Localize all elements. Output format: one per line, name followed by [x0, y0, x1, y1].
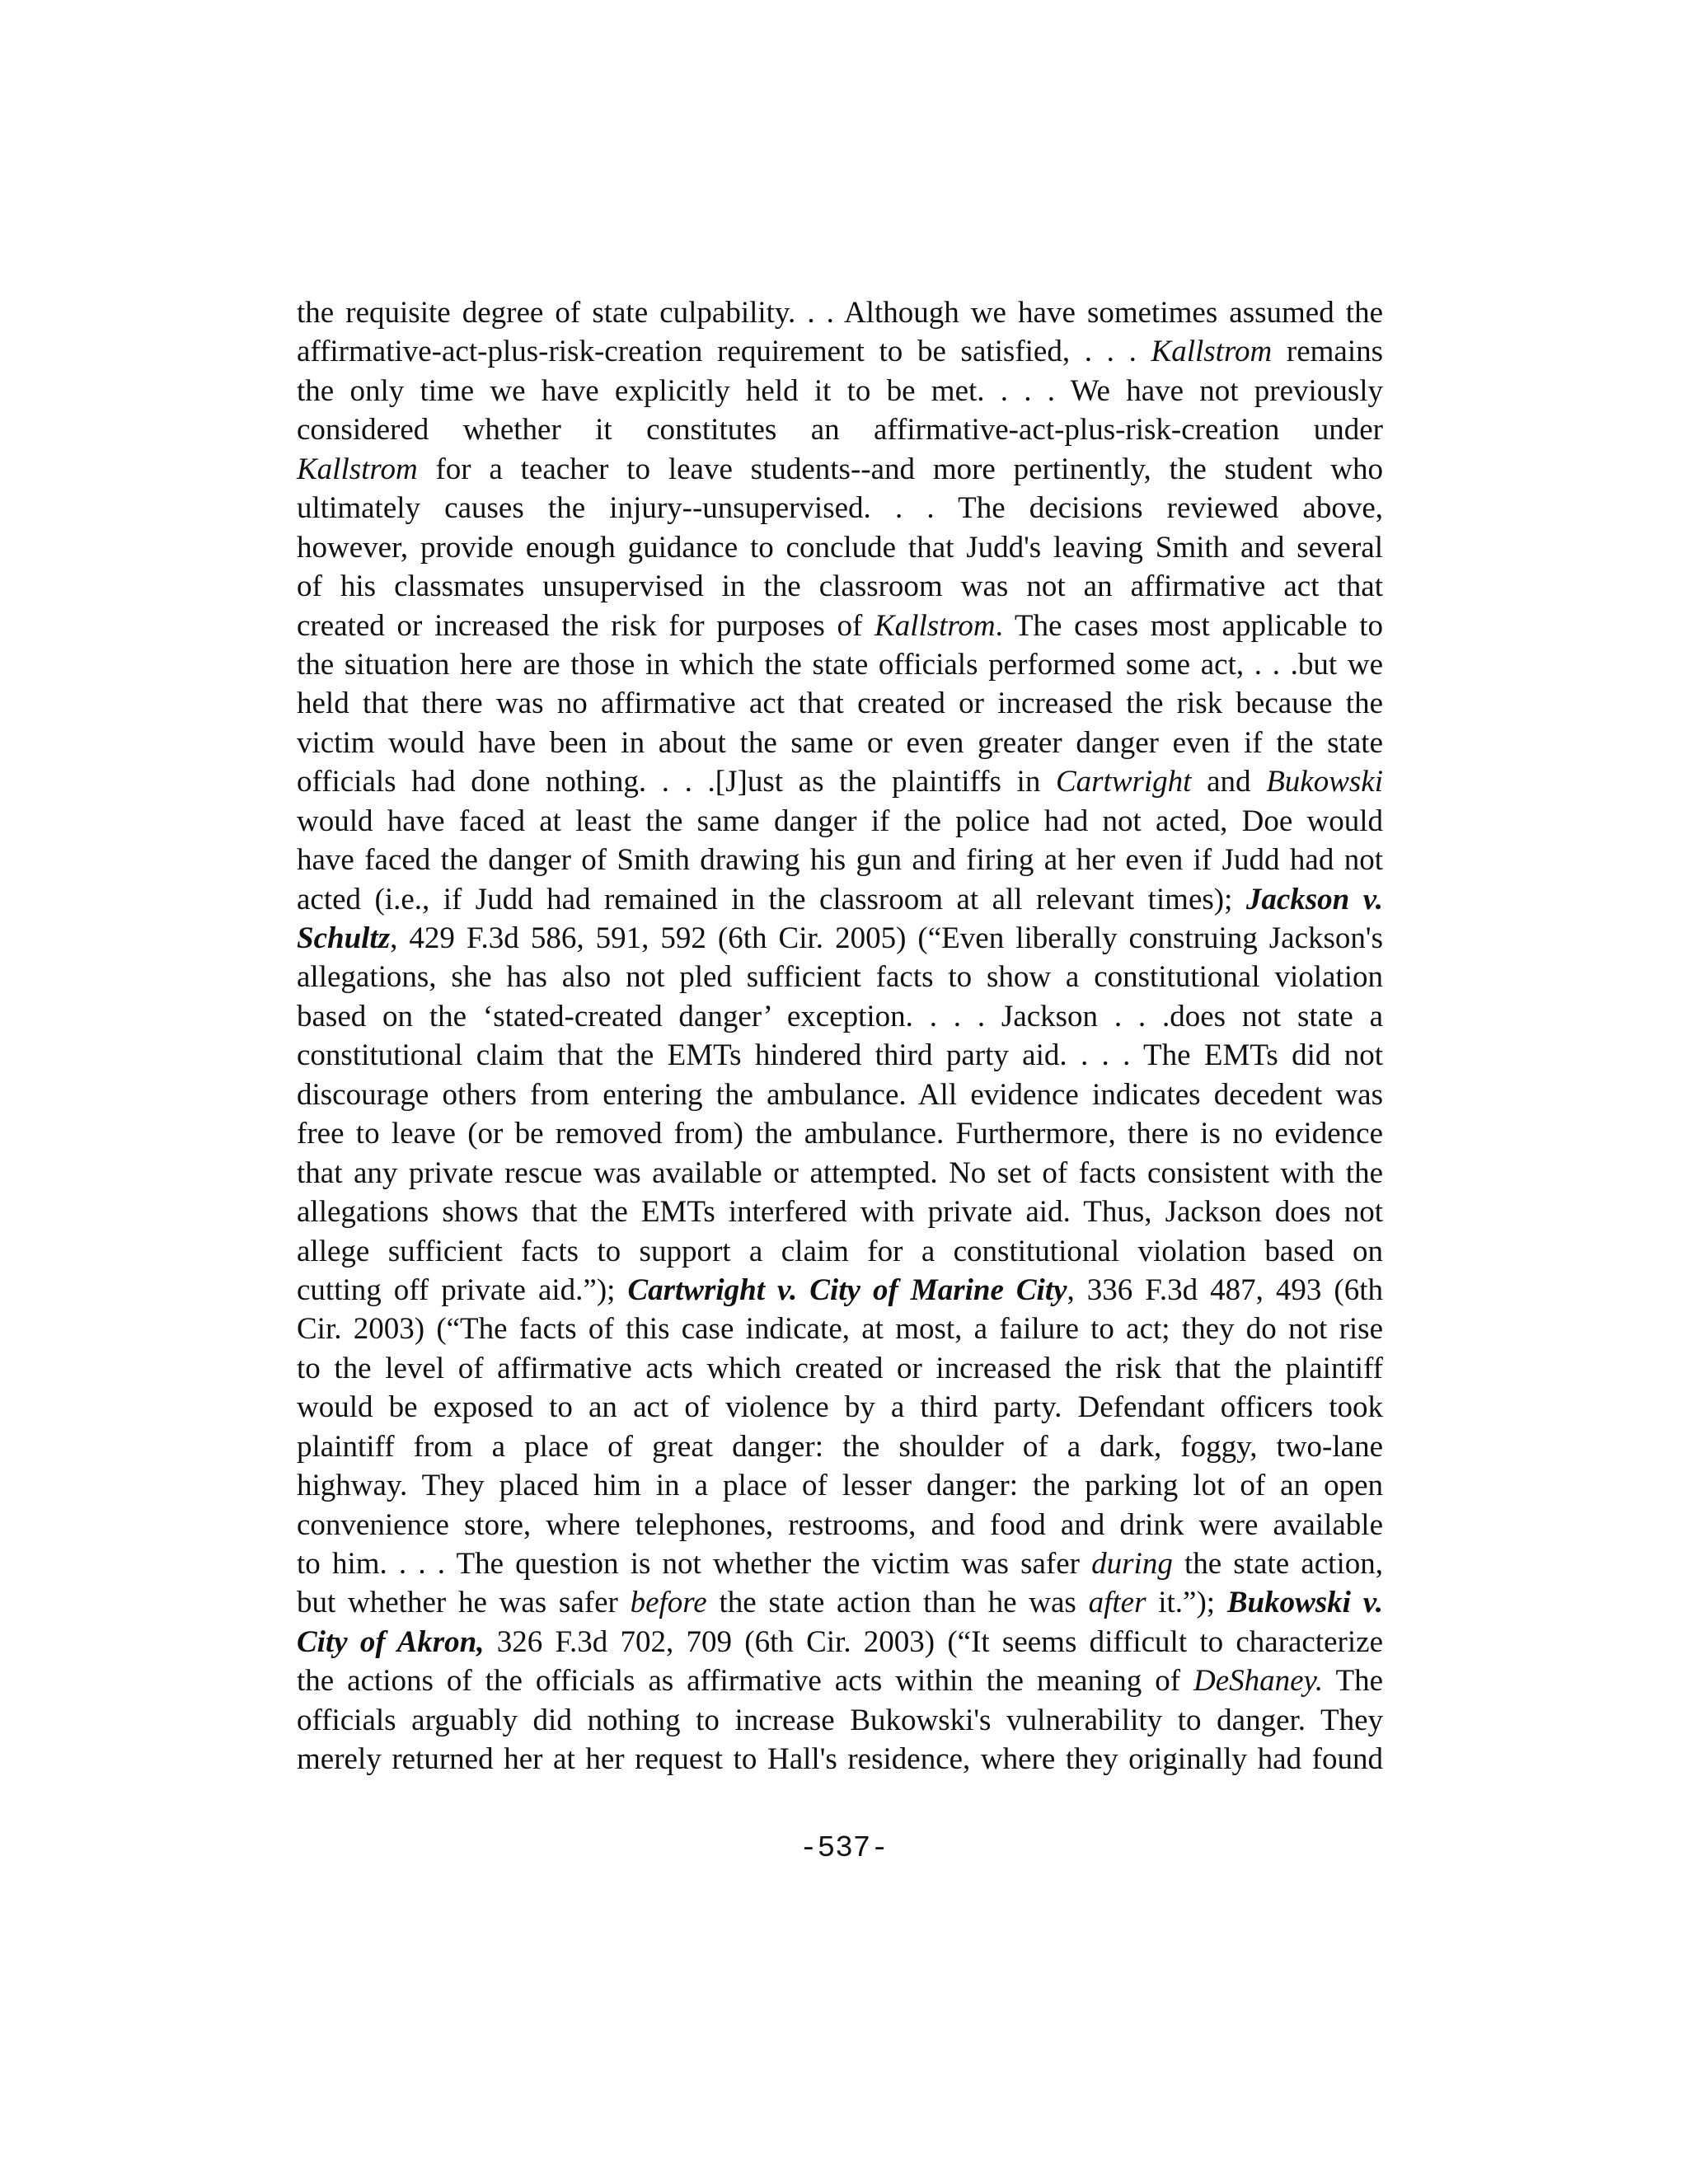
emphasized-text: Cartwright v. City of Marine City — [627, 1272, 1067, 1307]
text-run: ultimately causes the injury--unsupervised. . . The decisions reviewed above, — [297, 491, 1383, 526]
text-line — [297, 645, 1383, 684]
emphasized-text: before — [630, 1586, 707, 1620]
text-line — [297, 1583, 1383, 1622]
text-run: Cir. 2003) (“The facts of this case indicate, at most, a failure to act; they do not rise — [297, 1312, 1383, 1347]
text-line — [297, 332, 1383, 371]
text-run: it.”); — [1146, 1586, 1227, 1620]
emphasized-text: after — [1088, 1586, 1146, 1620]
emphasized-text: City of Akron, — [297, 1624, 485, 1659]
text-run: , 336 F.3d 487, 493 (6th — [1067, 1272, 1383, 1307]
text-run: constitutional claim that the EMTs hindered third party aid. . . . The EMTs did not — [297, 1038, 1383, 1073]
text-line — [297, 1623, 1383, 1661]
text-run: the only time we have explicitly held it to be met. . . . We have not previously — [297, 373, 1383, 408]
text-run: allegations, she has also not pled sufficient facts to show a constitutional violation — [297, 960, 1383, 995]
text-line — [297, 1076, 1383, 1114]
text-run: the situation here are those in which the state officials performed some act, . . .but we — [297, 647, 1383, 682]
text-run: The — [1323, 1664, 1383, 1699]
text-line — [297, 762, 1383, 801]
text-run: 326 F.3d 702, 709 (6th Cir. 2003) (“It seems difficult to characterize — [484, 1624, 1384, 1659]
text-run: held that there was no affirmative act that created or increased the risk because the — [297, 687, 1383, 721]
text-line — [297, 1427, 1383, 1466]
text-run: . The cases most applicable to — [995, 608, 1384, 643]
text-line — [297, 528, 1383, 567]
text-run: the actions of the officials as affirmative acts within the meaning of — [297, 1664, 1193, 1699]
page-number: -537- — [799, 1831, 889, 1865]
text-line — [297, 567, 1383, 606]
text-run: the requisite degree of state culpability. . . Although we have sometimes assumed the — [297, 296, 1383, 330]
text-run: created or increased the risk for purposes of — [297, 608, 874, 643]
text-line — [297, 1388, 1383, 1427]
text-line — [297, 1466, 1383, 1505]
emphasized-text: Kallstrom — [1151, 335, 1273, 369]
text-line — [297, 919, 1383, 958]
text-run: acted (i.e., if Judd had remained in the classroom at all relevant times); — [297, 882, 1246, 916]
text-run: allegations shows that the EMTs interfered with private aid. Thus, Jackson does not — [297, 1195, 1383, 1230]
text-line — [297, 1154, 1383, 1193]
emphasized-text: during — [1091, 1547, 1173, 1581]
body-text — [297, 293, 1383, 1779]
text-run: officials had done nothing. . . .[J]ust as the plaintiffs in — [297, 765, 1056, 799]
text-run: allege sufficient facts to support a claim for a constitutional violation based on — [297, 1234, 1383, 1268]
text-run: affirmative-act-plus-risk-creation requirement to be satisfied, . . . — [297, 335, 1151, 369]
text-line — [297, 607, 1383, 645]
emphasized-text: Bukowski — [1266, 765, 1383, 799]
text-run: however, provide enough guidance to conclude that Judd's leaving Smith and several — [297, 530, 1383, 565]
text-run: , 429 F.3d 586, 591, 592 (6th Cir. 2005) (“Even liberally construing Jackson's — [390, 921, 1383, 955]
text-line — [297, 1193, 1383, 1231]
text-line — [297, 410, 1383, 449]
text-line — [297, 293, 1383, 332]
text-line — [297, 997, 1383, 1036]
text-line — [297, 1271, 1383, 1310]
text-line — [297, 802, 1383, 841]
text-run: the state action, — [1172, 1547, 1383, 1581]
text-run: remains — [1272, 335, 1383, 369]
text-line — [297, 1506, 1383, 1544]
text-line — [297, 1232, 1383, 1271]
text-run: of his classmates unsupervised in the classroom was not an affirmative act that — [297, 569, 1383, 604]
text-run: the state action than he was — [706, 1586, 1089, 1620]
text-line — [297, 841, 1383, 879]
text-line — [297, 1310, 1383, 1348]
text-line — [297, 1114, 1383, 1153]
text-run: cutting off private aid.”); — [297, 1272, 628, 1307]
text-run: to the level of affirmative acts which created or increased the risk that the plaintiff — [297, 1351, 1383, 1385]
text-run: convenience store, where telephones, restrooms, and food and drink were available — [297, 1507, 1383, 1542]
text-run: considered whether it constitutes an affirmative-act-plus-risk-creation under — [297, 413, 1383, 448]
text-line — [297, 1740, 1383, 1779]
text-run: would have faced at least the same danger if the police had not acted, Doe would — [297, 804, 1383, 838]
text-line — [297, 372, 1383, 410]
text-run: for a teacher to leave students--and more pertinently, the student who — [417, 452, 1383, 486]
text-line — [297, 450, 1383, 489]
text-line — [297, 684, 1383, 723]
text-line — [297, 1349, 1383, 1388]
text-run: and — [1191, 765, 1267, 799]
text-line — [297, 1701, 1383, 1740]
text-run: highway. They placed him in a place of lesser danger: the parking lot of an open — [297, 1469, 1383, 1503]
emphasized-text: Kallstrom — [874, 608, 996, 643]
text-run: officials arguably did nothing to increase Bukowski's vulnerability to danger. They — [297, 1703, 1383, 1737]
text-run: plaintiff from a place of great danger: the shoulder of a dark, foggy, two-lane — [297, 1429, 1383, 1464]
text-run: to him. . . . The question is not whether the victim was safer — [297, 1547, 1092, 1581]
text-line — [297, 724, 1383, 762]
emphasized-text: Cartwright — [1055, 765, 1192, 799]
text-run: merely returned her at her request to Hall's residence, where they originally had found — [297, 1742, 1383, 1777]
text-run: free to leave (or be removed from) the ambulance. Furthermore, there is no evidence — [297, 1117, 1383, 1151]
emphasized-text: Kallstrom — [297, 452, 418, 486]
emphasized-text: Jackson v. — [1245, 882, 1383, 916]
text-run: but whether he was safer — [297, 1586, 631, 1620]
text-line — [297, 1544, 1383, 1583]
text-run: would be exposed to an act of violence by a third party. Defendant officers took — [297, 1390, 1383, 1425]
emphasized-text: DeShaney. — [1193, 1664, 1324, 1699]
text-run: discourage others from entering the ambulance. All evidence indicates decedent was — [297, 1077, 1383, 1112]
text-line — [297, 880, 1383, 919]
text-line — [297, 1036, 1383, 1075]
emphasized-text: Schultz — [297, 921, 391, 955]
text-run: victim would have been in about the same or even greater danger even if the state — [297, 725, 1383, 760]
text-run: that any private rescue was available or attempted. No set of facts consistent with the — [297, 1155, 1383, 1190]
text-run: have faced the danger of Smith drawing his gun and firing at her even if Judd had not — [297, 843, 1383, 878]
text-line — [297, 489, 1383, 527]
text-line — [297, 958, 1383, 996]
emphasized-text: Bukowski v. — [1226, 1586, 1383, 1620]
text-line — [297, 1661, 1383, 1700]
text-run: based on the ‘stated-created danger’ exception. . . . Jackson . . .does not state a — [297, 999, 1383, 1033]
